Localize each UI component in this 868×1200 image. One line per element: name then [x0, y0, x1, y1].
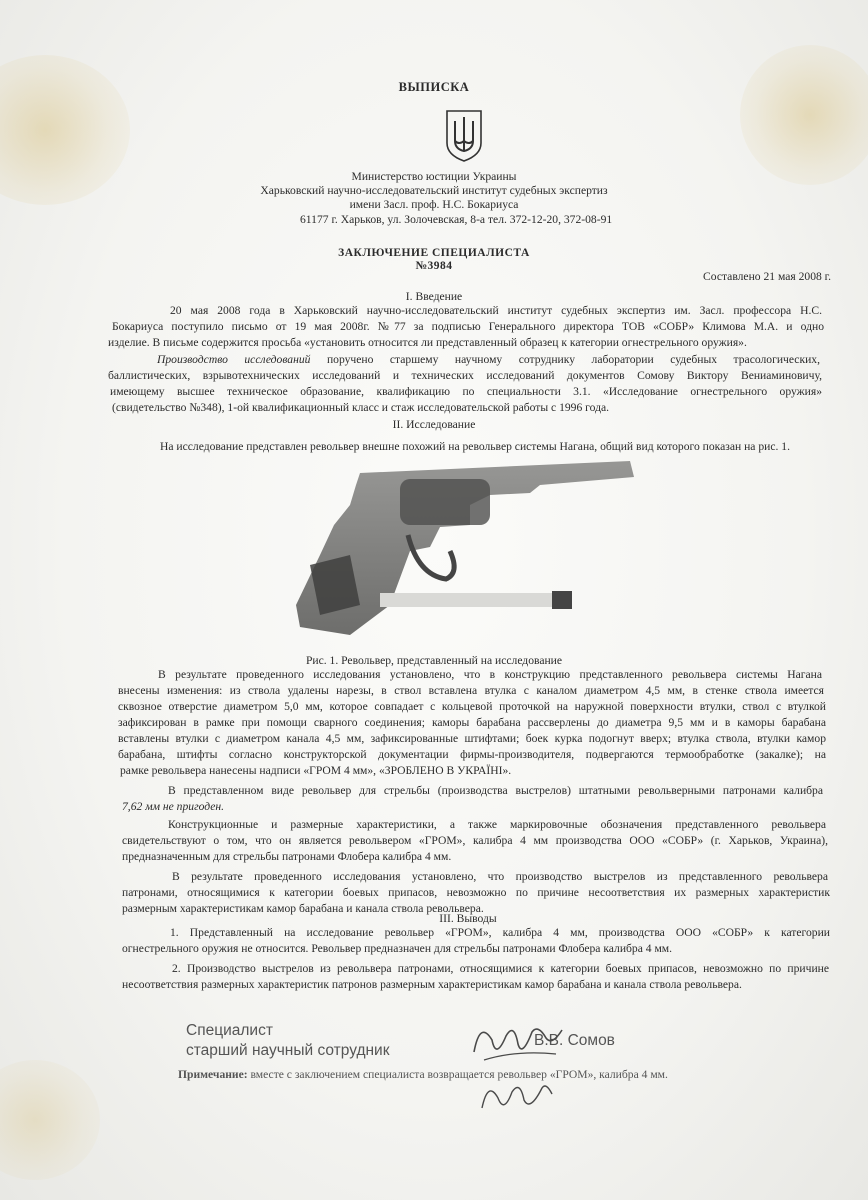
research-line: зафиксирован в рамке при помощи сварного соединения; каморы барабана рассверлены до диаметра 9,5 мм и в каморы барабана: [118, 716, 826, 729]
intro-line: [157, 353, 820, 367]
research-line: свидетельствуют о том, что он является револьвером «ГРОМ», калибра 4 мм производства ООО «СОБР» (г. Харьков, Украина),: [122, 834, 828, 847]
research-line: патронами, относящимися к категории боевых припасов, невозможно по причине несоответствия их размерных характеристик: [122, 886, 830, 899]
figure-caption: Рис. 1. Револьвер, представленный на исследование: [305, 654, 563, 667]
research-line: В представленном виде револьвер для стрельбы (производства выстрелов) штатными револьверными патронами калибра: [168, 784, 823, 797]
conclusion-line: 1. Представленный на исследование револьвер «ГРОМ», калибра 4 мм, производства ООО «СОБР» к категории: [170, 926, 830, 939]
signature-role-title: старший научный сотрудник: [186, 1042, 390, 1059]
signature-role-specialist: Специалист: [186, 1022, 273, 1039]
research-line: В результате проведенного исследования установлено, что производство выстрелов из представленного револьвера: [172, 870, 828, 883]
intro-line: изделие. В письме содержится просьба «установить относится ли представленный образец к категории огнестрельного оружия».: [108, 336, 747, 349]
research-line: сквозное отверстие диаметром 5,0 мм, которое совпадает с кольцевой проточкой на наружной поверхности втулки, ствол с втулкой: [118, 700, 826, 713]
intro-line: баллистических, взрывотехнических исследований и технических исследований документов Сомову Виктору Вениаминовичу,: [108, 369, 822, 382]
research-line: вставлены втулки с диаметром канала 4,5 мм, зафиксированные штифтами; боек курка подогнут вверх; втулка ствола, втулки камор: [118, 732, 826, 745]
handwritten-signature: [466, 1010, 566, 1070]
research-intro: На исследование представлен револьвер внешне похожий на револьвер системы Нагана, общий вид которого показан на рис. 1.: [160, 440, 790, 453]
paper-stain: [740, 45, 868, 185]
note-text: вместе с заключением специалиста возвращается револьвер «ГРОМ», калибра 4 мм.: [247, 1068, 668, 1081]
intro-italic-phrase: Производство исследований: [157, 353, 311, 366]
intro-line: имеющему высшее техническое образование, квалификацию по специальности 3.1. «Исследование огнестрельного оружия»: [110, 385, 822, 398]
intro-line: (свидетельство №348), 1-ой квалификационный класс и стаж исследовательской работы с 1996 года.: [112, 401, 610, 414]
intro-line: Бокариуса поступило письмо от 19 мая 2008г. №77 за подписью Генерального директора ТОВ «СОБР» Климова М.А. и одно: [112, 320, 824, 333]
note-label: Примечание:: [178, 1068, 248, 1081]
research-line: 7,62 мм не пригоден.: [122, 800, 225, 813]
research-line: рамке револьвера нанесены надписи «ГРОМ 4 мм», «ЗРОБЛЕНО В УКРАЇНІ».: [120, 764, 512, 777]
institute-line: Харьковский научно-исследовательский институт судебных экспертиз: [260, 184, 608, 197]
research-line: внесены изменения: из ствола удалены нарезы, в ствол вставлена втулка с каналом диаметром 4,5 мм, в стенке ствола имеется: [118, 684, 824, 697]
conclusion-line: несоответствия размерных характеристик патронов размерным характеристикам камор барабана и канала ствола револьвера.: [122, 978, 742, 991]
ministry-line: Министерство юстиции Украины: [351, 170, 517, 183]
research-line: размерным характеристикам камор барабана и канала ствола револьвера.: [122, 902, 484, 915]
section-conclusions-heading: III. Выводы: [439, 912, 497, 925]
revolver-photo: [290, 455, 650, 640]
intro-line: 20 мая 2008 года в Харьковский научно-исследовательский институт судебных экспертиз им. Засл. профессора Н.С.: [170, 304, 822, 317]
research-line: барабана, штифты согласно конструкторской документации фирмы-производителя, подвергаются термообработке (закалке); на: [118, 748, 826, 761]
institute-named-line: имени Засл. проф. Н.С. Бокариуса: [349, 198, 519, 211]
conclusion-line: огнестрельного оружия не относится. Револьвер предназначен для стрельбы патронами Флобера калибра 4 мм.: [122, 942, 673, 955]
address-line: 61177 г. Харьков, ул. Золочевская, 8-а тел. 372-12-20, 372-08-91: [300, 213, 613, 226]
compiled-date: Составлено 21 мая 2008 г.: [703, 270, 832, 283]
conclusion-number: №3984: [415, 260, 453, 272]
section-intro-heading: I. Введение: [405, 290, 463, 303]
trident-emblem-icon: [443, 107, 485, 163]
research-line: предназначенным для стрельбы патронами Флобера калибра 4 мм.: [122, 850, 452, 863]
section-research-heading: II. Исследование: [392, 418, 476, 431]
conclusion-title: ЗАКЛЮЧЕНИЕ СПЕЦИАЛИСТА: [338, 247, 530, 259]
research-line: В результате проведенного исследования установлено, что в конструкцию представленного револьвера системы Нагана: [158, 668, 822, 681]
note-line: [178, 1068, 668, 1082]
paper-stain: [0, 1060, 100, 1180]
extract-title: ВЫПИСКА: [398, 80, 470, 94]
intro-line-rest: поручено старшему научному сотруднику лаборатории судебных трасологических,: [310, 353, 820, 366]
conclusion-line: 2. Производство выстрелов из револьвера патронами, относящимися к категории боевых припасов, невозможно по причине: [172, 962, 829, 975]
research-line: Конструкционные и размерные характеристики, а также маркировочные обозначения представленного револьвера: [168, 818, 826, 831]
signature-name: В.В. Сомов: [534, 1032, 615, 1049]
